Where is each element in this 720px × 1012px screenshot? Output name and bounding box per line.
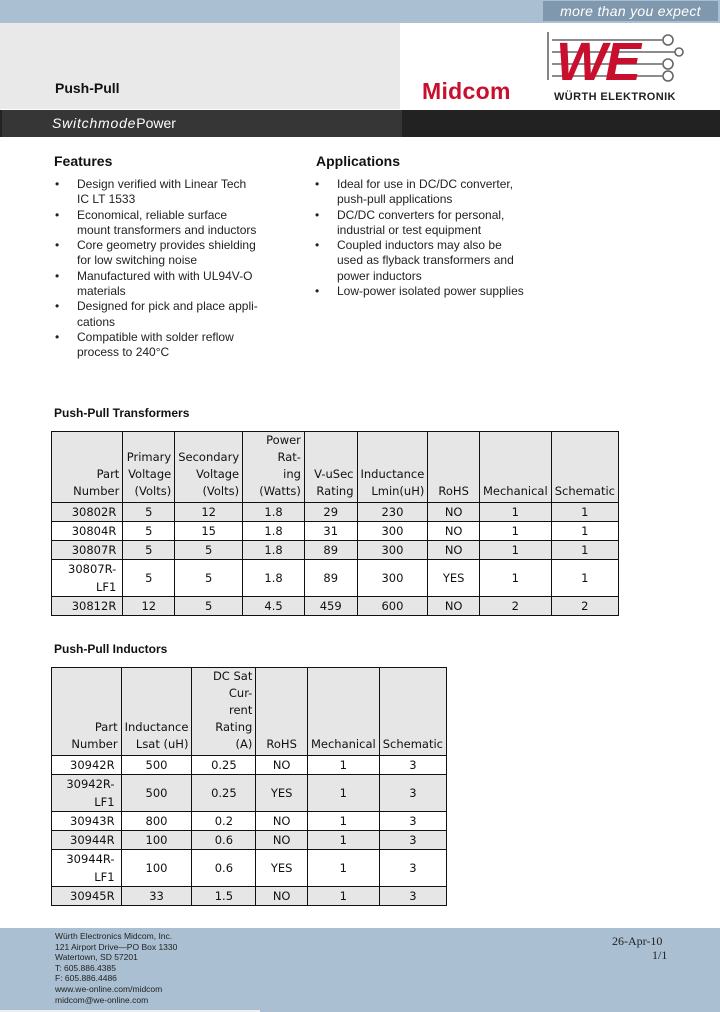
part-number-cell: 30943R [52,812,122,831]
table-cell: YES [256,775,308,812]
transformers-header-text: Primary [126,450,172,464]
transformers-column-header [551,432,618,503]
applications-list [314,177,554,299]
inductors-header-text: RoHS [266,737,297,751]
application-item-text: push-pull applications [337,192,453,207]
table-cell: 500 [121,756,192,775]
application-item-text: Ideal for use in DC/DC converter, [337,177,514,191]
table-cell: 459 [304,597,357,616]
inductors-column-header [121,668,192,756]
inductors-header-row [52,668,447,756]
table-cell: 2 [479,597,551,616]
transformers-header-text: Mechanical [482,484,548,498]
section-bar-plain: Power [136,115,176,131]
tagline-box [543,1,718,21]
page-title: Push-Pull [55,80,120,96]
footer-address-line: www.we-online.com/midcom [55,983,163,994]
features-list [54,177,294,361]
part-number-cell: 30944R [52,831,122,850]
part-number-cell: 30812R [52,597,123,616]
wurth-logo-text: WÜRTH ELEKTRONIK [554,91,676,103]
inductors-header-text: Part Number [71,720,118,751]
application-item [314,177,554,208]
table-cell: 1 [307,887,379,906]
table-cell: NO [256,887,308,906]
table-cell: NO [428,541,480,560]
table-cell: 0.6 [192,831,256,850]
inductors-header-text: rent Rating [215,703,253,734]
feature-item-text: for low switching noise [77,253,198,268]
feature-item-text: Design verified with Linear Tech [77,177,247,191]
footer-date: 26-Apr-10 [612,934,663,948]
table-cell: 29 [304,503,357,522]
part-number-cell: 30942R-LF1 [52,775,122,812]
inductors-header-text: DC Sat Cur- [212,669,253,700]
part-number-cell: 30802R [52,503,123,522]
table-cell: 100 [121,850,192,887]
feature-item-text: IC LT 1533 [77,192,136,207]
table-cell: 3 [379,775,446,812]
transformers-header-text: ing (Watts) [259,467,301,498]
table-cell: 230 [357,503,428,522]
feature-item [54,299,294,330]
table-cell: 1 [479,522,551,541]
transformers-column-header [175,432,243,503]
table-cell: NO [428,503,480,522]
table-cell: 1.8 [243,522,305,541]
midcom-logo: Midcom [422,78,511,104]
table-cell: 31 [304,522,357,541]
table-cell: 300 [357,541,428,560]
table-row [52,831,447,850]
table-cell: NO [256,756,308,775]
table-cell: 0.2 [192,812,256,831]
inductors-header-text: Mechanical [310,737,376,751]
table-cell: 100 [121,831,192,850]
section-bar-italic: Switchmode [52,115,137,131]
transformers-header-text: Voltage [195,467,240,481]
transformers-header-text: (Volts) [134,484,172,498]
table-cell: NO [256,812,308,831]
transformers-column-header [243,432,305,503]
transformers-column-header [357,432,428,503]
table-cell: 800 [121,812,192,831]
part-number-cell: 30942R [52,756,122,775]
feature-item-text: mount transformers and inductors [77,222,257,237]
inductors-header-text: Inductance [124,720,189,734]
table-cell: 5 [123,503,175,522]
table-row [52,541,619,560]
application-item-text: used as flyback transformers and [337,253,514,268]
table-cell: NO [428,522,480,541]
applications-title: Applications [316,153,401,169]
table-row [52,503,619,522]
feature-item [54,269,294,300]
table-cell: 500 [121,775,192,812]
part-number-cell: 30807R-LF1 [52,560,123,597]
table-row [52,812,447,831]
application-item-text: industrial or test equipment [337,222,482,237]
footer-address-line: Watertown, SD 57201 [55,952,138,963]
table-cell: 5 [123,522,175,541]
feature-item-text: cations [77,314,116,329]
feature-item [54,177,294,208]
feature-item-text: Designed for pick and place appli- [77,299,258,314]
transformers-column-header [123,432,175,503]
application-item-text: Coupled inductors may also be [337,238,502,253]
application-item [314,208,554,239]
tagline: more than you expect [560,3,701,19]
table-cell: 1 [551,522,618,541]
header-panel [0,23,400,109]
inductors-header-text: (A) [235,737,253,751]
part-number-cell: 30804R [52,522,123,541]
table-row [52,560,619,597]
table-cell: 1 [479,560,551,597]
transformers-header-text: Voltage [128,467,172,481]
transformers-column-header [428,432,480,503]
footer-address-line: 121 Airport Drive—PO Box 1330 [55,941,178,952]
table-row [52,756,447,775]
footer-address-line: Würth Electronics Midcom, Inc. [55,931,173,941]
inductors-column-header [307,668,379,756]
footer-address-line: F: 605.886.4486 [55,973,117,984]
table-cell: 4.5 [243,597,305,616]
application-item-text: Low-power isolated power supplies [337,284,524,299]
inductors-column-header [379,668,446,756]
table-cell: 1 [307,812,379,831]
table-cell: NO [256,831,308,850]
we-logo-icon [544,32,684,92]
section-bar [0,110,720,137]
table-cell: 3 [379,850,446,887]
table-row [52,887,447,906]
table-cell: 300 [357,560,428,597]
inductors-column-header [192,668,256,756]
table-cell: 12 [123,597,175,616]
inductors-column-header [256,668,308,756]
application-item [314,284,554,299]
transformers-title: Push-Pull Transformers [54,406,190,420]
part-number-cell: 30944R-LF1 [52,850,122,887]
table-cell: 1.8 [243,560,305,597]
transformers-header-text: (Volts) [202,484,240,498]
table-cell: YES [256,850,308,887]
transformers-header-text: Part Number [73,467,120,498]
feature-item-text: materials [77,284,126,299]
transformers-table [51,431,619,616]
feature-item-text: Economical, reliable surface [77,207,228,222]
table-cell: 89 [304,541,357,560]
table-cell: YES [428,560,480,597]
table-cell: 1.5 [192,887,256,906]
transformers-header-text: RoHS [438,484,469,498]
table-cell: 1.8 [243,541,305,560]
feature-item-text: Core geometry provides shielding [77,238,256,253]
transformers-header-text: V-uSec [314,467,354,481]
table-cell: 0.6 [192,850,256,887]
table-cell: 12 [175,503,243,522]
table-cell: 3 [379,887,446,906]
table-cell: 5 [123,541,175,560]
application-item-text: power inductors [337,268,422,283]
table-cell: 1 [479,503,551,522]
table-cell: 0.25 [192,756,256,775]
table-cell: 1 [479,541,551,560]
inductors-header-text: Schematic [382,737,443,751]
footer-address-line: midcom@we-online.com [55,994,149,1005]
table-row [52,597,619,616]
table-cell: 0.25 [192,775,256,812]
inductors-column-header [52,668,122,756]
transformers-header-text: Secondary [178,450,240,464]
table-cell: 3 [379,812,446,831]
features-title: Features [54,153,113,169]
feature-item-text: process to 240°C [77,345,170,360]
table-cell: 3 [379,756,446,775]
table-cell: 1 [551,560,618,597]
feature-item [54,238,294,269]
table-row [52,850,447,887]
table-cell: 300 [357,522,428,541]
transformers-header-row [52,432,619,503]
transformers-column-header [479,432,551,503]
transformers-header-text: Inductance [360,467,425,481]
table-cell: 89 [304,560,357,597]
table-cell: 1 [551,503,618,522]
we-logo-text: WE [556,32,639,92]
footer-address-line: T: 605.886.4385 [55,962,116,973]
feature-item-text: Compatible with solder reflow [77,329,234,344]
table-cell: 2 [551,597,618,616]
footer-address [55,931,177,1005]
feature-item-text: Manufactured with with UL94V-O [77,268,253,283]
transformers-header-text: Schematic [554,484,615,498]
application-item-text: DC/DC converters for personal, [337,207,505,222]
table-cell: 1 [307,850,379,887]
table-cell: 1.8 [243,503,305,522]
inductors-header-text: Lsat (uH) [135,737,189,751]
feature-item [54,330,294,361]
table-cell: 5 [123,560,175,597]
table-cell: NO [428,597,480,616]
inductors-title: Push-Pull Inductors [54,642,168,656]
table-cell: 5 [175,597,243,616]
section-bar-label [52,115,176,131]
table-cell: 5 [175,541,243,560]
table-cell: 5 [175,560,243,597]
part-number-cell: 30945R [52,887,122,906]
table-cell: 600 [357,597,428,616]
transformers-column-header [304,432,357,503]
transformers-header-text: Rating [316,484,354,498]
table-row [52,775,447,812]
transformers-header-text: Power Rat- [266,433,301,464]
table-cell: 1 [551,541,618,560]
table-cell: 3 [379,831,446,850]
table-cell: 15 [175,522,243,541]
transformers-column-header [52,432,123,503]
table-cell: 1 [307,756,379,775]
table-cell: 1 [307,775,379,812]
transformers-header-text: Lmin(uH) [371,484,425,498]
inductors-table [51,667,447,906]
table-cell: 1 [307,831,379,850]
part-number-cell: 30807R [52,541,123,560]
feature-item [54,208,294,239]
application-item [314,238,554,284]
footer-page-number: 1/1 [652,948,668,962]
table-row [52,522,619,541]
table-cell: 33 [121,887,192,906]
